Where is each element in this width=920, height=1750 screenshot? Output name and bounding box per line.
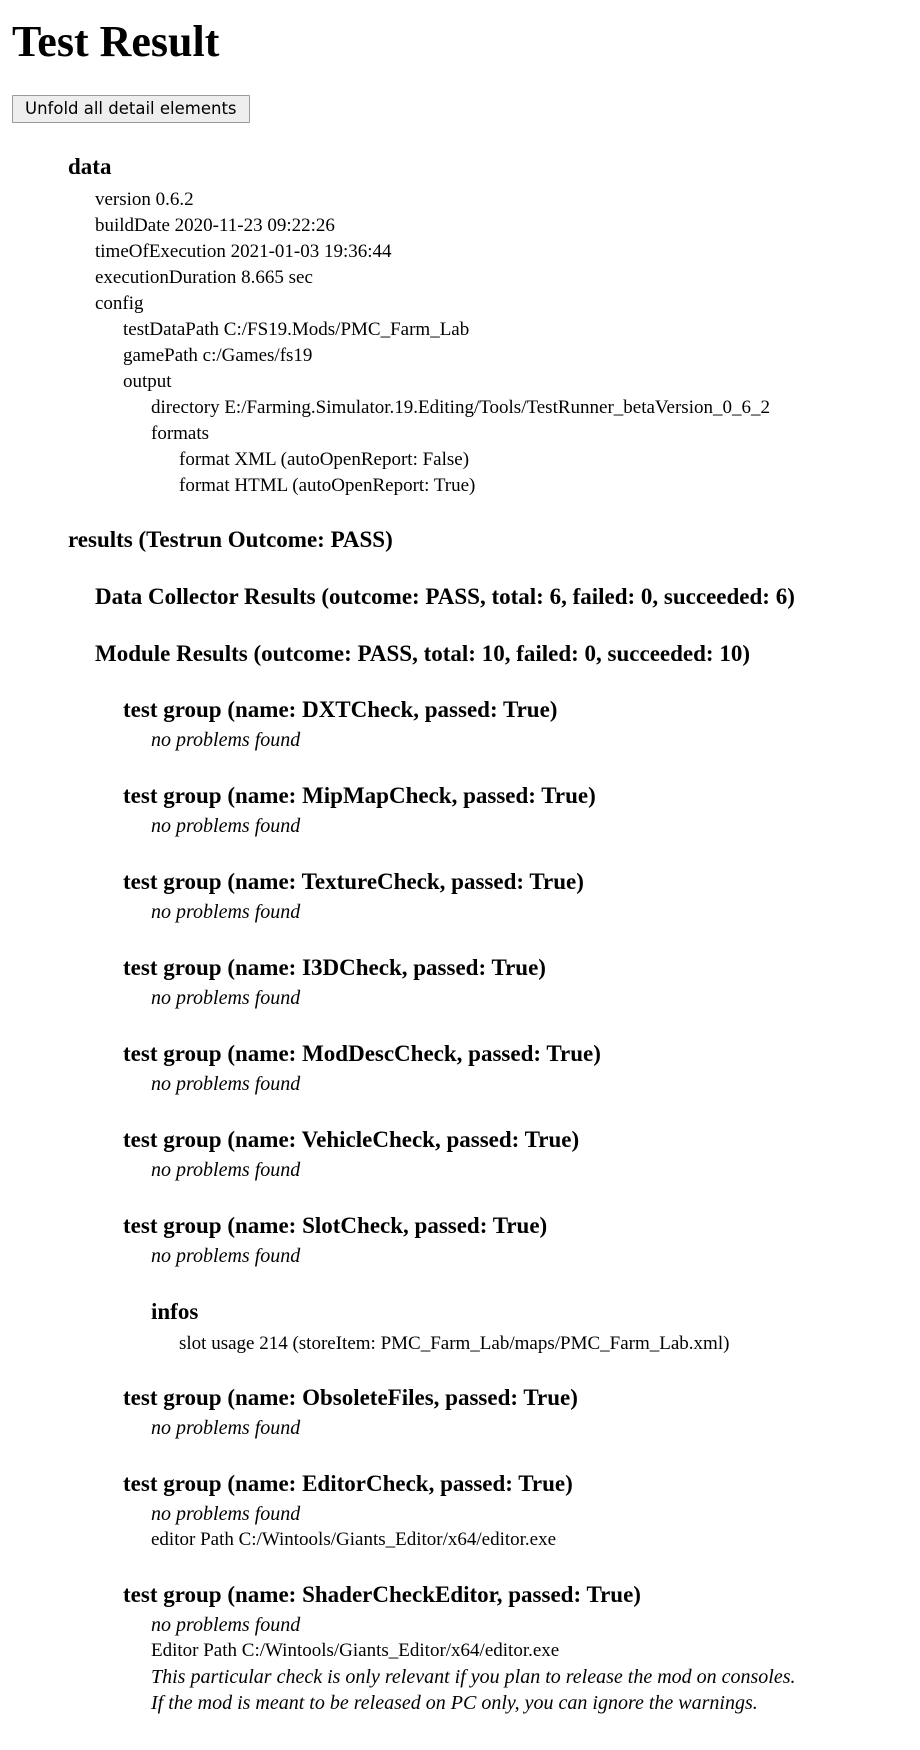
test-group-shadercheckeditor[interactable]: test group (name: ShaderCheckEditor, passed: True) xyxy=(123,1582,641,1607)
editor-path-line: Editor Path C:/Wintools/Giants_Editor/x64/editor.exe xyxy=(151,1640,560,1661)
no-problems-found: no problems found xyxy=(151,815,301,837)
pc-note-line: If the mod is meant to be released on PC only, you can ignore the warnings. xyxy=(151,1692,758,1714)
page-title: Test Result xyxy=(12,17,220,66)
test-group-mipmapcheck[interactable]: test group (name: MipMapCheck, passed: True) xyxy=(123,783,596,808)
output-label: output xyxy=(123,371,172,392)
unfold-all-button[interactable]: Unfold all detail elements xyxy=(12,95,250,123)
editor-path-line: editor Path C:/Wintools/Giants_Editor/x64/editor.exe xyxy=(151,1529,557,1550)
output-directory-line: directory E:/Farming.Simulator.19.Editing/Tools/TestRunner_betaVersion_0_6_2 xyxy=(151,397,770,418)
format-xml-line: format XML (autoOpenReport: False) xyxy=(179,449,470,470)
no-problems-found: no problems found xyxy=(151,901,301,923)
page xyxy=(0,0,920,123)
format-html-line: format HTML (autoOpenReport: True) xyxy=(179,475,476,496)
test-group-moddesccheck[interactable]: test group (name: ModDescCheck, passed: True) xyxy=(123,1041,601,1066)
time-of-execution-line: timeOfExecution 2021-01-03 19:36:44 xyxy=(95,241,392,262)
test-group-editorcheck[interactable]: test group (name: EditorCheck, passed: True) xyxy=(123,1471,573,1496)
config-label: config xyxy=(95,293,144,314)
test-group-slotcheck[interactable]: test group (name: SlotCheck, passed: True) xyxy=(123,1213,548,1238)
no-problems-found: no problems found xyxy=(151,1073,301,1095)
no-problems-found: no problems found xyxy=(151,729,301,751)
module-results[interactable]: Module Results (outcome: PASS, total: 10, failed: 0, succeeded: 10) xyxy=(95,641,750,666)
no-problems-found: no problems found xyxy=(151,1159,301,1181)
formats-label: formats xyxy=(151,423,210,444)
data-collector-results[interactable]: Data Collector Results (outcome: PASS, total: 6, failed: 0, succeeded: 6) xyxy=(95,584,795,609)
no-problems-found: no problems found xyxy=(151,1503,301,1525)
console-note-line: This particular check is only relevant if you plan to release the mod on consoles. xyxy=(151,1666,796,1688)
no-problems-found: no problems found xyxy=(151,987,301,1009)
test-data-path-line: testDataPath C:/FS19.Mods/PMC_Farm_Lab xyxy=(123,319,470,340)
test-group-i3dcheck[interactable]: test group (name: I3DCheck, passed: True) xyxy=(123,955,546,980)
build-date-line: buildDate 2020-11-23 09:22:26 xyxy=(95,215,335,236)
execution-duration-line: executionDuration 8.665 sec xyxy=(95,267,313,288)
test-group-texturecheck[interactable]: test group (name: TextureCheck, passed: True) xyxy=(123,869,584,894)
slot-usage-line: slot usage 214 (storeItem: PMC_Farm_Lab/maps/PMC_Farm_Lab.xml) xyxy=(179,1333,730,1354)
results-heading[interactable]: results (Testrun Outcome: PASS) xyxy=(68,527,393,552)
test-group-obsoletefiles[interactable]: test group (name: ObsoleteFiles, passed: True) xyxy=(123,1385,578,1410)
data-heading[interactable]: data xyxy=(68,154,112,179)
infos-heading[interactable]: infos xyxy=(151,1299,199,1324)
no-problems-found: no problems found xyxy=(151,1245,301,1267)
version-line: version 0.6.2 xyxy=(95,189,194,210)
test-group-vehiclecheck[interactable]: test group (name: VehicleCheck, passed: True) xyxy=(123,1127,580,1152)
no-problems-found: no problems found xyxy=(151,1614,301,1636)
test-group-dxtcheck[interactable]: test group (name: DXTCheck, passed: True) xyxy=(123,697,558,722)
no-problems-found: no problems found xyxy=(151,1417,301,1439)
game-path-line: gamePath c:/Games/fs19 xyxy=(123,345,313,366)
